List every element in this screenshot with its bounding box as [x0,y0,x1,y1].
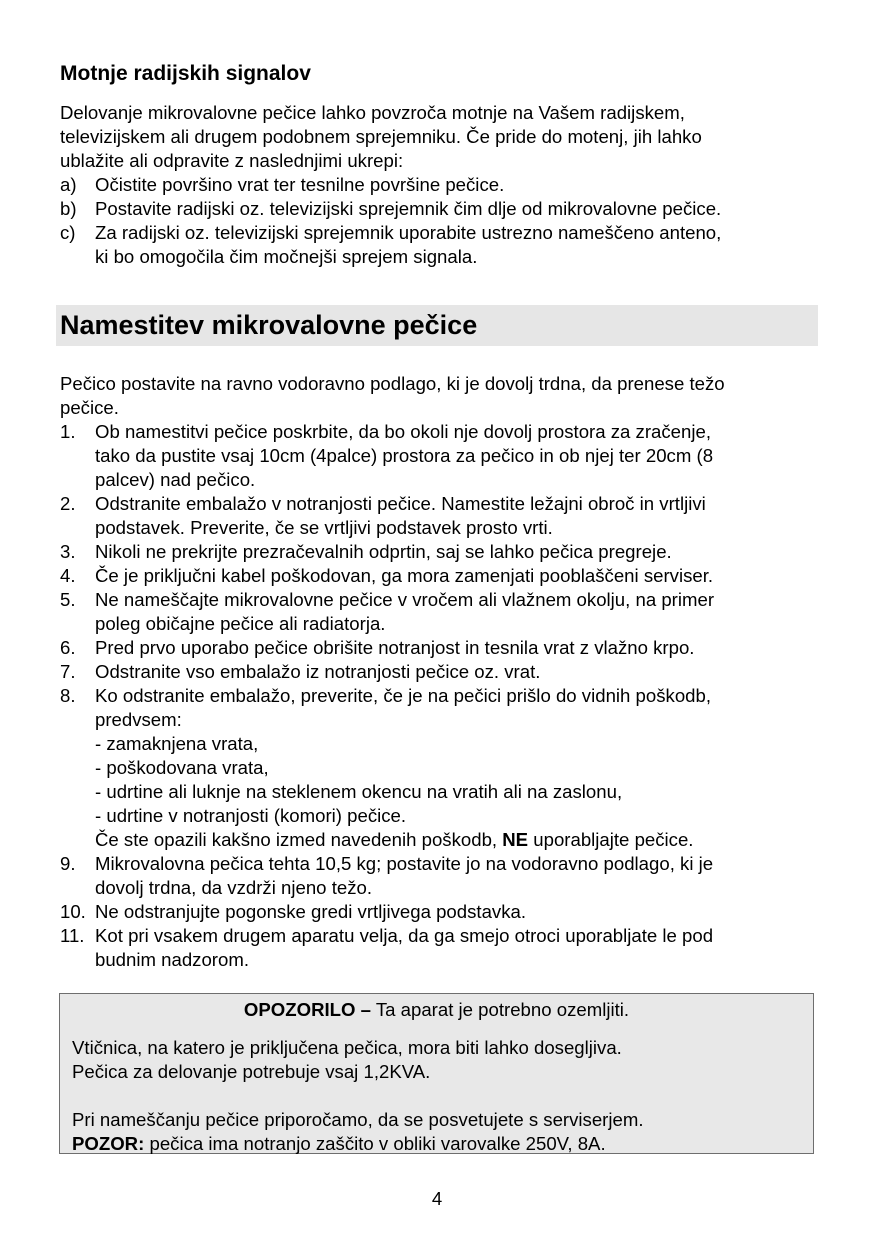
text-line: Odstranite vso embalažo iz notranjosti pečice oz. vrat. [95,661,541,682]
list-marker: 1. [60,421,76,442]
section-title-installation: Namestitev mikrovalovne pečice [60,310,478,340]
page-number: 4 [431,1188,443,1209]
section1-intro [60,101,820,173]
list-item [60,900,820,924]
text-line: Pred prvo uporabo pečice obrišite notranjost in tesnila vrat z vlažno krpo. [95,637,695,658]
list-item [60,564,820,588]
text-line: Ob namestitvi pečice poskrbite, da bo okoli nje dovolj prostora za zračenje, [95,421,711,442]
section-heading-band [56,305,818,346]
list-item [60,924,820,972]
text-line: Postavite radijski oz. televizijski sprejemnik čim dlje od mikrovalovne pečice. [95,198,722,219]
list-marker: c) [60,222,76,243]
pozor-line [60,1132,813,1156]
list-marker: 10. [60,901,86,922]
text-line: dovolj trdna, da vzdrži njeno težo. [95,877,372,898]
text-line: - zamaknjena vrata, [95,733,259,754]
list-marker: 4. [60,565,76,586]
section1-list [60,173,820,269]
warning-label: OPOZORILO – [243,999,371,1020]
text-line: Mikrovalovna pečica tehta 10,5 kg; postavite jo na vodoravno podlago, ki je [95,853,714,874]
list-marker: a) [60,174,77,195]
note-text: Če ste opazili kakšno izmed navedenih poškodb, [95,829,503,850]
text-line: Očistite površino vrat ter tesnilne površine pečice. [95,174,505,195]
list-marker: 2. [60,493,76,514]
text-line: Ne nameščajte mikrovalovne pečice v vročem ali vlažnem okolju, na primer [95,589,715,610]
list-item [60,660,820,684]
text-line: pečice. [60,397,119,418]
list-marker: 8. [60,685,76,706]
note-emphasis: NE [502,829,529,850]
text-line: Delovanje mikrovalovne pečice lahko povzroča motnje na Vašem radijskem, [60,102,685,123]
note-text: uporabljajte pečice. [528,829,694,850]
list-item [60,684,820,852]
list-marker: 6. [60,637,76,658]
list-item [60,197,820,221]
text-line: ublažite ali odpravite z naslednjimi ukrepi: [60,150,404,171]
text-line: budnim nadzorom. [95,949,249,970]
pozor-label: POZOR: [72,1133,145,1154]
text-line: - udrtine ali luknje na steklenem okencu na vratih ali na zaslonu, [95,781,623,802]
list-marker: 9. [60,853,76,874]
warning-heading-text: Ta aparat je potrebno ozemljiti. [371,999,630,1020]
item8-note [95,828,820,852]
list-marker: 5. [60,589,76,610]
text-line: ki bo omogočila čim močnejši sprejem signala. [95,246,478,267]
text-line: Ne odstranjujte pogonske gredi vrtljivega podstavka. [95,901,527,922]
text-line: Nikoli ne prekrijte prezračevalnih odprtin, saj se lahko pečica pregreje. [95,541,672,562]
list-item [60,540,820,564]
warning-box [59,993,814,1154]
list-item [60,173,820,197]
list-item [60,588,820,636]
list-item [60,492,820,540]
list-item [60,221,820,269]
list-item [60,420,820,492]
list-marker: 7. [60,661,76,682]
text-line: Odstranite embalažo v notranjosti pečice. Namestite ležajni obroč in vrtljivi [95,493,706,514]
warning-heading [60,998,813,1022]
list-marker: 11. [60,925,85,946]
list-marker: b) [60,198,77,219]
text-line: Kot pri vsakem drugem aparatu velja, da ga smejo otroci uporabljate le pod [95,925,714,946]
list-item [60,636,820,660]
text-line: palcev) nad pečico. [95,469,256,490]
text-line: poleg običajne pečice ali radiatorja. [95,613,386,634]
text-line: Če je priključni kabel poškodovan, ga mora zamenjati pooblaščeni serviser. [95,565,714,586]
text-line: predvsem: [95,709,182,730]
text-line: Pečico postavite na ravno vodoravno podlago, ki je dovolj trdna, da prenese težo [60,373,725,394]
text-line: Pri nameščanju pečice priporočamo, da se posvetujete s serviserjem. [72,1109,644,1130]
text-line: podstavek. Preverite, če se vrtljivi podstavek prosto vrti. [95,517,553,538]
section2-intro [60,372,820,420]
pozor-text: pečica ima notranjo zaščito v obliki varovalke 250V, 8A. [144,1133,606,1154]
list-item [60,852,820,900]
text-line: televizijskem ali drugem podobnem sprejemniku. Če pride do motenj, jih lahko [60,126,702,147]
text-line: Vtičnica, na katero je priključena pečica, mora biti lahko dosegljiva. [72,1037,622,1058]
section-title-radio-interference: Motnje radijskih signalov [60,62,311,85]
text-line: - udrtine v notranjosti (komori) pečice. [95,805,407,826]
text-line: tako da pustite vsaj 10cm (4palce) prostora za pečico in ob njej ter 20cm (8 [95,445,714,466]
list-marker: 3. [60,541,76,562]
text-line: Za radijski oz. televizijski sprejemnik uporabite ustrezno nameščeno anteno, [95,222,722,243]
text-line: Pečica za delovanje potrebuje vsaj 1,2KVA. [72,1061,431,1082]
text-line: Ko odstranite embalažo, preverite, če je na pečici prišlo do vidnih poškodb, [95,685,712,706]
section2-list [60,420,820,972]
text-line: - poškodovana vrata, [95,757,269,778]
